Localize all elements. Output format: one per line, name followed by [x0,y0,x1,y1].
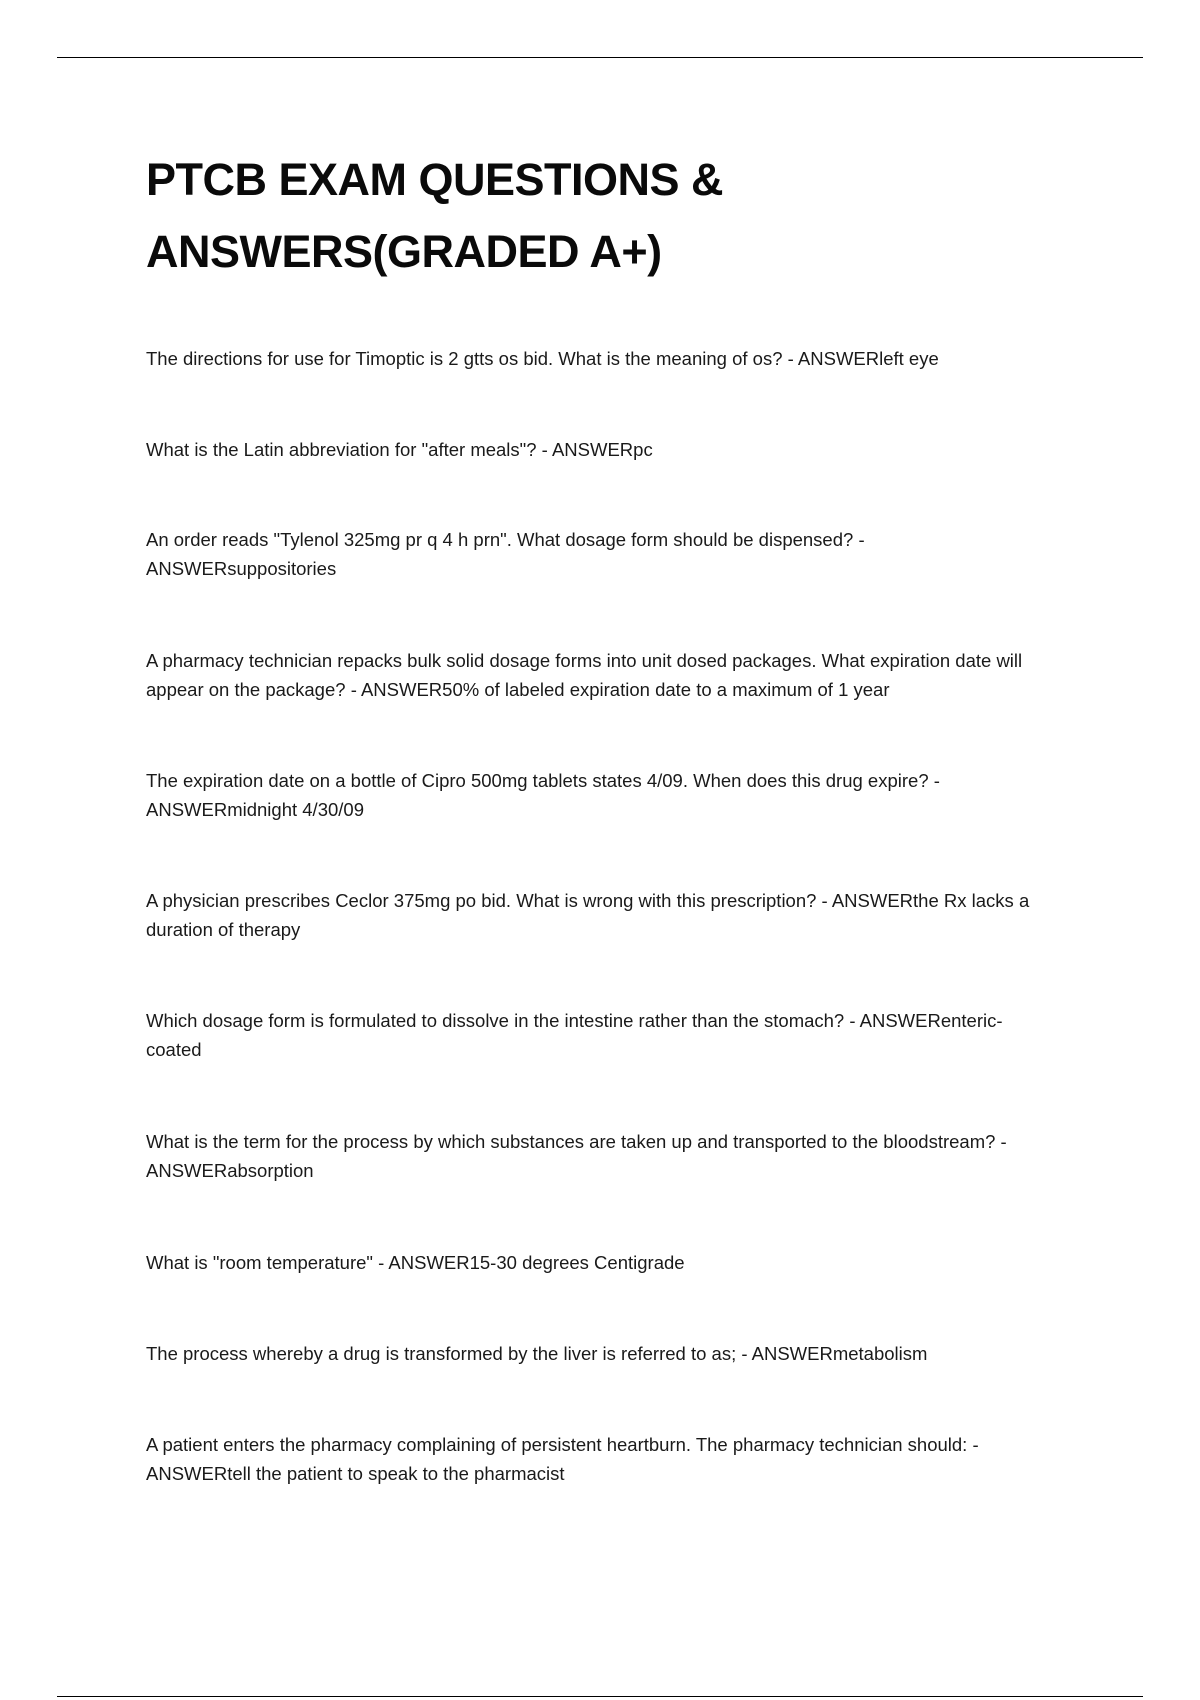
answer-text: suppositories [227,558,337,579]
question-text: What is "room temperature" - ANSWER [146,1252,470,1273]
top-divider [57,57,1143,58]
qa-item [146,1006,1056,1064]
qa-item [146,646,1056,704]
question-text: What is the term for the process by which substances are taken up and transported to the bloodstream? - ANSWER [146,1131,1007,1181]
qa-item [146,435,1056,464]
qa-item [146,1339,1056,1368]
question-text: Which dosage form is formulated to dissolve in the intestine rather than the stomach? - ANSWER [146,1010,941,1031]
question-text: What is the Latin abbreviation for "after meals"? - ANSWER [146,439,634,460]
qa-item [146,766,1056,824]
qa-item [146,1127,1056,1185]
page-title [146,144,1046,288]
question-text: The process whereby a drug is transformed by the liver is referred to as; - ANSWER [146,1343,833,1364]
answer-text: tell the patient to speak to the pharmacist [227,1463,565,1484]
answer-text: 15-30 degrees Centigrade [469,1252,685,1273]
question-text: The directions for use for Timoptic is 2 gtts os bid. What is the meaning of os? - ANSWER [146,348,880,369]
qa-item [146,886,1056,944]
bottom-divider [57,1696,1143,1697]
question-text: A physician prescribes Ceclor 375mg po bid. What is wrong with this prescription? - ANSWER [146,890,914,911]
question-text: The expiration date on a bottle of Cipro 500mg tablets states 4/09. When does this drug expire? - ANSWER [146,770,940,820]
question-text: An order reads "Tylenol 325mg pr q 4 h prn". What dosage form should be dispensed? - ANSWER [146,529,865,579]
answer-text: the Rx lacks a duration of therapy [146,890,1030,940]
answer-text: 50% of labeled expiration date to a maximum of 1 year [442,679,890,700]
question-text: A pharmacy technician repacks bulk solid dosage forms into unit dosed packages. What expiration date will appear on the package? - ANSWER [146,650,1023,700]
question-text: A patient enters the pharmacy complaining of persistent heartburn. The pharmacy technician should: - ANSWER [146,1434,979,1484]
qa-item [146,525,1056,583]
answer-text: pc [633,439,653,460]
answer-text: left eye [879,348,939,369]
page-title-line-1: PTCB EXAM QUESTIONS & [146,154,724,205]
answer-text: metabolism [832,1343,928,1364]
qa-item [146,344,1056,373]
page-title-line-2: ANSWERS(GRADED A+) [146,226,662,277]
answer-text: absorption [227,1160,314,1181]
answer-text: enteric-coated [146,1010,1003,1060]
qa-item [146,1430,1056,1488]
qa-item [146,1248,1056,1277]
answer-text: midnight 4/30/09 [227,799,364,820]
